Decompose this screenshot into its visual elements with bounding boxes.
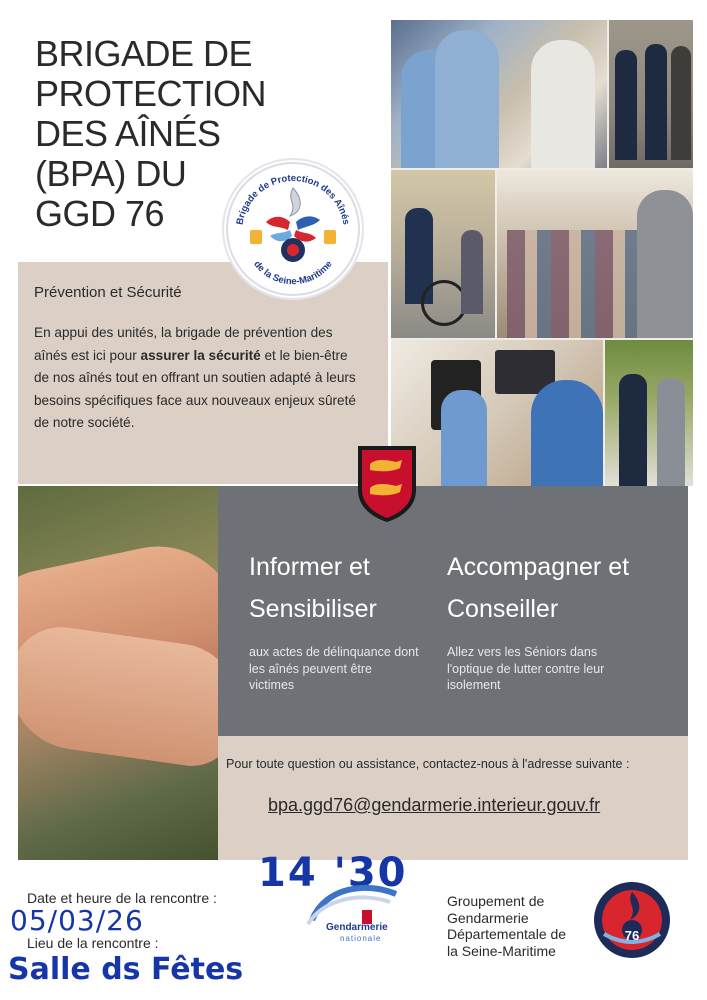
prevention-heading: Prévention et Sécurité <box>34 284 182 301</box>
photo-collage <box>391 20 693 486</box>
column-inform-title-2: Sensibiliser <box>249 595 377 623</box>
photo-street-patrol <box>609 20 693 168</box>
svg-text:de la Seine-Maritime: de la Seine-Maritime <box>251 258 335 288</box>
ggd-name: Groupement de Gendarmerie Départementale de la Seine-Maritime <box>447 893 567 959</box>
prevention-text: En appui des unités, la brigade de prévention des aînés est ici pour assurer la sécurité et le bien-être de nos aînés tout en offrant un soutien adapté à leurs besoins spécifiques face aux nouveaux enjeux sûreté de notre société. <box>34 325 356 431</box>
bpa-seal-icon <box>222 158 364 300</box>
column-inform <box>249 546 429 694</box>
column-inform-desc: aux actes de délinquance dont les aînés peuvent être victimes <box>249 645 419 692</box>
handwritten-date: 05/03/26 <box>10 904 144 937</box>
column-accompany <box>447 546 685 694</box>
handwritten-place: Salle ds Fêtes <box>8 952 244 987</box>
photo-officers-visit <box>391 20 607 168</box>
gendarmerie-logo-sub: nationale <box>340 934 382 943</box>
photo-outdoor-chat <box>605 340 693 486</box>
title-line: DES AÎNÉS <box>35 113 221 154</box>
contact-email-link[interactable]: bpa.ggd76@gendarmerie.interieur.gouv.fr <box>268 795 601 815</box>
photo-bicycle-patrol <box>391 170 495 338</box>
column-accompany-title-1: Accompagner et <box>447 553 630 581</box>
normandy-coat-of-arms-icon <box>356 444 418 524</box>
title-line: PROTECTION <box>35 73 267 114</box>
svg-text:Brigade de Protection des Aîné: Brigade de Protection des Aînés <box>234 172 352 226</box>
gendarmerie-logo-word: Gendarmerie <box>326 922 388 933</box>
ggd76-badge-icon <box>592 880 672 960</box>
column-inform-title-1: Informer et <box>249 553 370 581</box>
photo-office-interview <box>391 340 603 486</box>
photo-seniors-meeting <box>497 170 693 338</box>
column-accompany-title-2: Conseiller <box>447 595 559 623</box>
prevention-text-bold: assurer la sécurité <box>140 347 261 363</box>
title-line: BRIGADE DE <box>35 33 253 74</box>
title-line: GGD 76 <box>35 193 165 234</box>
contact-question: Pour toute question ou assistance, contactez-nous à l'adresse suivante : <box>226 757 630 771</box>
photo-holding-hands <box>18 486 218 860</box>
date-label: Date et heure de la rencontre : <box>27 890 217 906</box>
title-line: (BPA) DU <box>35 153 187 194</box>
gendarmerie-logo-icon <box>306 880 402 946</box>
bpa-seal-logo <box>222 158 364 300</box>
ggd76-badge-number: 76 <box>624 928 640 943</box>
column-accompany-desc: Allez vers les Séniors dans l'optique de lutter contre leur isolement <box>447 645 605 692</box>
place-label: Lieu de la rencontre : <box>27 935 159 951</box>
handwritten-time: 14 '30 <box>258 850 408 896</box>
